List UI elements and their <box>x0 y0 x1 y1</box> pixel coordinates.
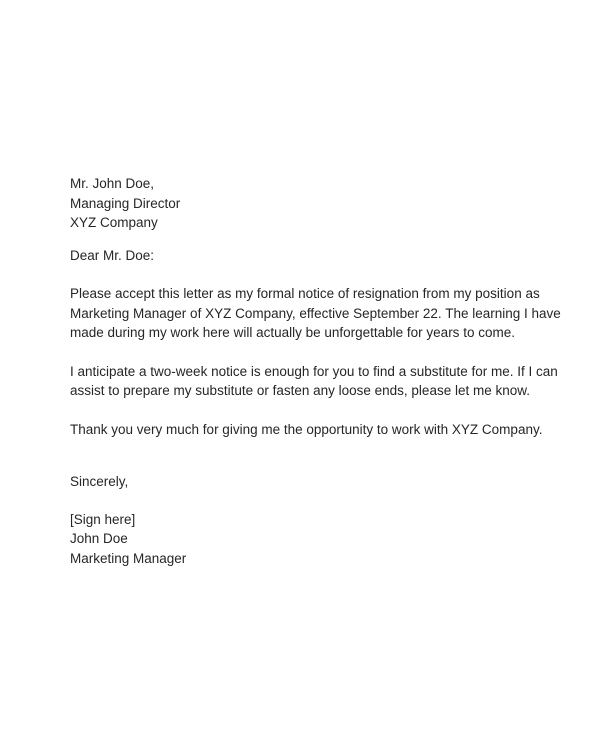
salutation: Dear Mr. Doe: <box>70 247 155 263</box>
sign-here-placeholder: [Sign here] <box>70 511 136 527</box>
letter-body <box>70 174 566 568</box>
paragraph-resignation-notice: Please accept this letter as my formal notice of resignation from my position as Marketing Manager of XYZ Company, effective September 22. The learning I have made during my work here will actually be unforgettable for years to come. <box>70 286 561 340</box>
signature-block <box>70 510 566 569</box>
signature-title: Marketing Manager <box>70 550 187 566</box>
paragraph-thank-you: Thank you very much for giving me the opportunity to work with XYZ Company. <box>70 421 543 437</box>
closing: Sincerely, <box>70 474 129 489</box>
signature-name: John Doe <box>70 531 128 546</box>
recipient-title: Managing Director <box>70 195 181 211</box>
recipient-block <box>70 174 566 233</box>
paragraph-two-week-notice: I anticipate a two-week notice is enough for you to find a substitute for me. If I can assist to prepare my substitute or fasten any loose ends, please let me know. <box>70 363 558 398</box>
recipient-company: XYZ Company <box>70 215 158 230</box>
recipient-name: Mr. John Doe, <box>70 176 155 191</box>
